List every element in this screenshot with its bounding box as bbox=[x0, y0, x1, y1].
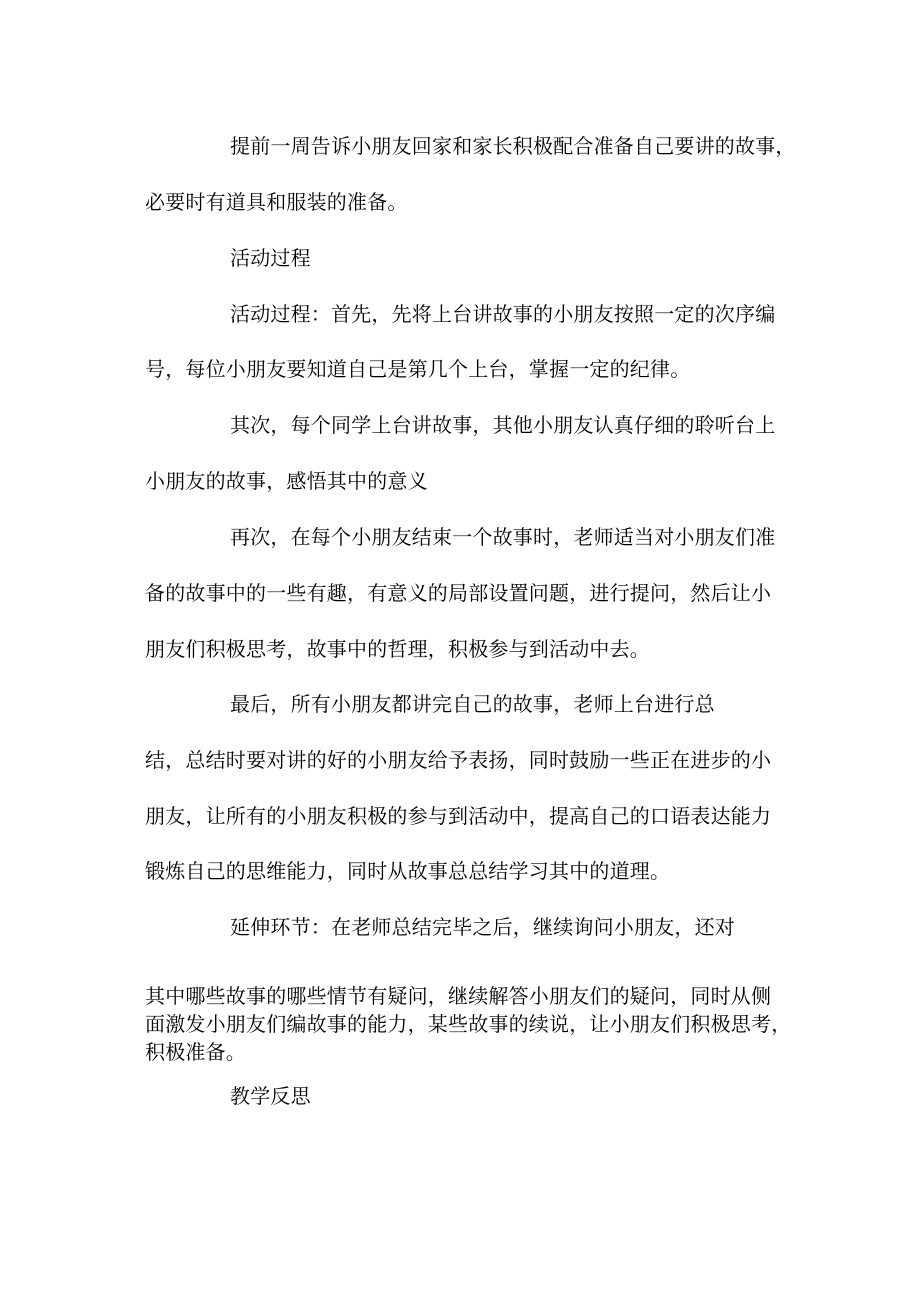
text-line: 活动过程：首先，先将上台讲故事的小朋友按照一定的次序编 bbox=[230, 302, 776, 326]
text-line: 小朋友的故事，感悟其中的意义 bbox=[145, 469, 428, 493]
text-line: 朋友们积极思考，故事中的哲理，积极参与到活动中去。 bbox=[145, 637, 650, 661]
text-line: 结，总结时要对讲的好的小朋友给予表扬，同时鼓励一些正在进步的小 bbox=[145, 748, 772, 772]
text-line: 号，每位小朋友要知道自己是第几个上台，掌握一定的纪律。 bbox=[145, 357, 691, 381]
text-line: 最后，所有小朋友都讲完自己的故事，老师上台进行总 bbox=[230, 692, 715, 716]
section-heading: 教学反思 bbox=[230, 1084, 311, 1108]
section-heading: 活动过程 bbox=[230, 246, 311, 270]
text-line: 必要时有道具和服装的准备。 bbox=[145, 190, 408, 214]
text-line: 备的故事中的一些有趣，有意义的局部设置问题，进行提问，然后让小 bbox=[145, 581, 772, 605]
text-line: 延伸环节：在老师总结完毕之后，继续询问小朋友，还对 bbox=[230, 915, 735, 939]
text-line: 面激发小朋友们编故事的能力，某些故事的续说，让小朋友们积极思考， bbox=[145, 1012, 792, 1036]
text-line: 提前一周告诉小朋友回家和家长积极配合准备自己要讲的故事， bbox=[230, 134, 796, 158]
text-line: 其次，每个同学上台讲故事，其他小朋友认真仔细的聆听台上 bbox=[230, 413, 776, 437]
text-line: 锻炼自己的思维能力，同时从故事总总结学习其中的道理。 bbox=[145, 859, 671, 883]
text-line: 积极准备。 bbox=[145, 1040, 246, 1064]
text-line: 再次，在每个小朋友结束一个故事时，老师适当对小朋友们准 bbox=[230, 525, 776, 549]
text-line: 朋友，让所有的小朋友积极的参与到活动中，提高自己的口语表达能力 bbox=[145, 804, 772, 828]
text-line: 其中哪些故事的哪些情节有疑问，继续解答小朋友们的疑问，同时从侧 bbox=[145, 984, 772, 1008]
